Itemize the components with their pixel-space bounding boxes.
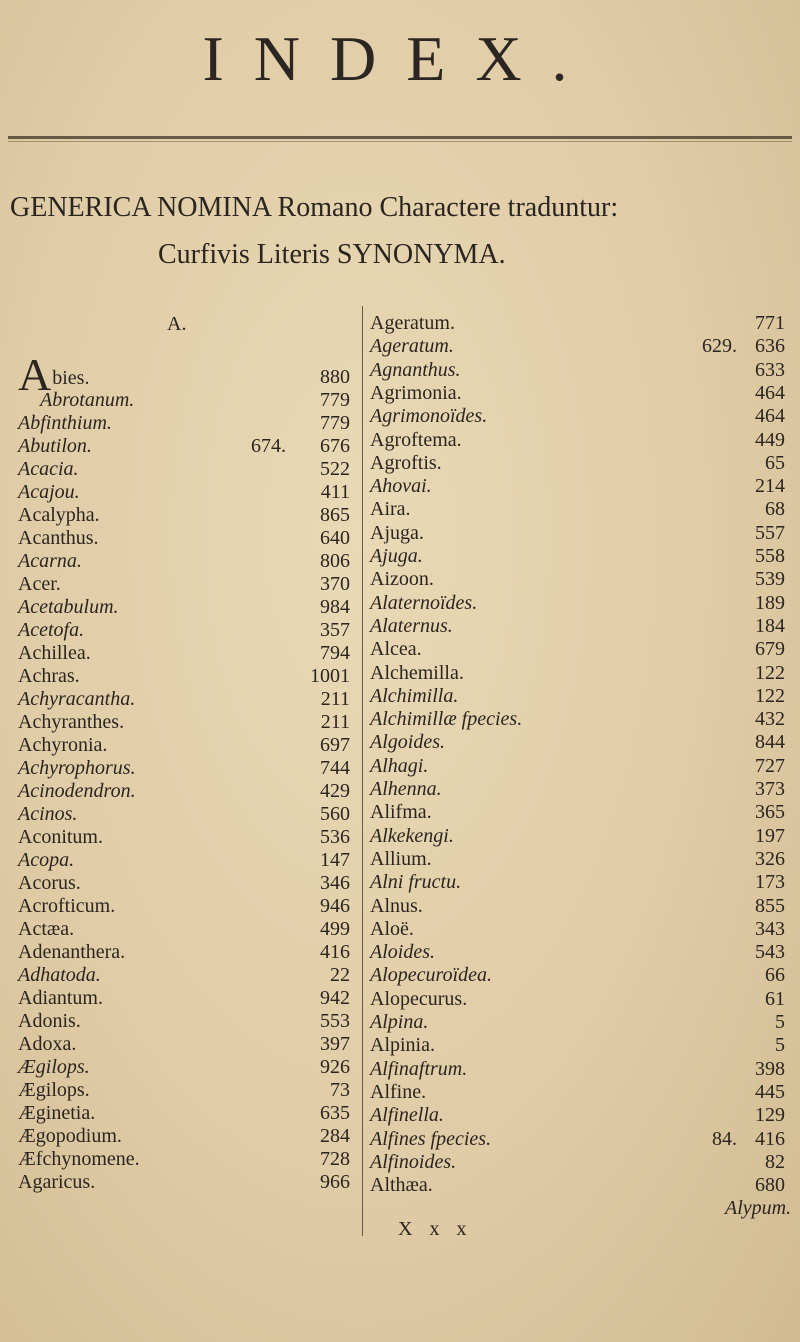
entry-term: Acetabulum. xyxy=(18,596,119,618)
entry-term: Acanthus. xyxy=(18,527,99,549)
index-entry xyxy=(18,918,358,941)
index-entry xyxy=(18,596,358,619)
entry-page-number: 122 xyxy=(755,661,785,684)
subtitle-line-2: Curfivis Literis SYNONYMA. xyxy=(158,239,506,270)
index-entry xyxy=(370,615,795,638)
entry-term: Alfinoides. xyxy=(370,1150,457,1173)
entry-page-prefix: 84. xyxy=(712,1127,737,1150)
entry-page-number: 411 xyxy=(320,481,350,503)
entry-page-number: 676 xyxy=(320,435,350,457)
entry-term: Agnanthus. xyxy=(370,358,461,381)
index-entry xyxy=(370,1128,795,1151)
entry-page-number: 926 xyxy=(320,1056,350,1078)
index-entry xyxy=(18,642,358,665)
entry-page-number: 640 xyxy=(320,527,350,549)
entry-term: Adhatoda. xyxy=(18,964,101,986)
entry-term: Achras. xyxy=(18,665,80,687)
index-entry xyxy=(370,312,795,335)
index-entry xyxy=(370,685,795,708)
entry-term: Achyronia. xyxy=(18,734,108,756)
index-entry xyxy=(18,1056,358,1079)
entry-page-number: 464 xyxy=(755,381,785,404)
index-entry xyxy=(370,475,795,498)
entry-page-number: 806 xyxy=(320,550,350,572)
index-entry xyxy=(18,895,358,918)
entry-page-number: 68 xyxy=(765,498,785,521)
entry-term: Achyracantha. xyxy=(18,688,136,710)
index-entry xyxy=(370,731,795,754)
index-entry xyxy=(370,429,795,452)
entry-page-number: 122 xyxy=(755,684,785,707)
entry-page-number: 553 xyxy=(320,1010,350,1032)
entry-term: Agroftema. xyxy=(370,428,462,451)
entry-term: Acinos. xyxy=(18,803,78,825)
entry-page-number: 636 xyxy=(755,335,785,358)
entry-page-number: 942 xyxy=(320,987,350,1009)
index-entry xyxy=(18,573,358,596)
entry-term: Alpina. xyxy=(370,1011,429,1033)
entry-page-number: 189 xyxy=(755,591,785,614)
entry-page-number: 65 xyxy=(765,451,785,474)
entry-page-number: 558 xyxy=(755,545,785,567)
index-entry xyxy=(18,389,358,412)
index-entry xyxy=(18,941,358,964)
entry-page-number: 22 xyxy=(330,964,350,986)
title-rule-thin xyxy=(8,141,792,142)
index-entry xyxy=(18,872,358,895)
entry-page-number: 536 xyxy=(320,826,350,848)
entry-term: Aizoon. xyxy=(370,568,434,591)
entry-page-number: 326 xyxy=(755,847,785,870)
entry-term: Alnus. xyxy=(370,894,423,917)
entry-page-number: 5 xyxy=(775,1011,785,1033)
entry-term: Alchimillæ fpecies. xyxy=(370,708,523,731)
index-entry xyxy=(18,826,358,849)
entry-page-number: 779 xyxy=(320,412,350,434)
entry-term: Æfchynomene. xyxy=(18,1148,140,1170)
entry-term: Achyranthes. xyxy=(18,711,125,733)
entry-page-number: 173 xyxy=(755,871,785,894)
title-rule xyxy=(8,136,792,139)
entry-term: Alopecurus. xyxy=(370,987,468,1010)
entry-term: Acajou. xyxy=(18,481,80,503)
entry-page-number: 197 xyxy=(755,824,785,847)
entry-page-number: 543 xyxy=(755,941,785,964)
index-entry xyxy=(18,803,358,826)
index-entry xyxy=(370,592,795,615)
index-entry xyxy=(370,452,795,475)
entry-term: Abutilon. xyxy=(18,435,92,457)
entry-term-text: bies. xyxy=(52,367,90,389)
index-entry xyxy=(370,848,795,871)
entry-page-number: 794 xyxy=(320,642,350,664)
index-entry xyxy=(18,481,358,504)
entry-page-number: 82 xyxy=(765,1150,785,1173)
index-entry xyxy=(18,1171,358,1194)
entry-term: Alfinaftrum. xyxy=(370,1057,468,1080)
entry-term: Achillea. xyxy=(18,642,91,664)
index-entry xyxy=(370,1081,795,1104)
entry-term: Acacia. xyxy=(18,458,79,480)
index-entry xyxy=(18,1010,358,1033)
entry-page-number: 744 xyxy=(320,757,350,779)
entry-page-number: 499 xyxy=(320,918,350,940)
entry-page-number: 966 xyxy=(320,1171,350,1193)
entry-term: Ageratum. xyxy=(370,312,455,334)
entry-page-number: 539 xyxy=(755,568,785,591)
entry-page-number: 398 xyxy=(755,1057,785,1080)
entry-term: Agroftis. xyxy=(370,451,442,474)
index-entry xyxy=(18,711,358,734)
entry-term: Alchemilla. xyxy=(370,661,464,684)
entry-page-number: 397 xyxy=(320,1033,350,1055)
entry-page-number: 147 xyxy=(320,849,350,871)
index-entry xyxy=(370,545,795,568)
index-entry xyxy=(370,941,795,964)
entry-page-number: 697 xyxy=(320,734,350,756)
entry-term: Achyrophorus. xyxy=(18,757,136,779)
column-divider xyxy=(362,306,363,1236)
entry-term: Ægilops. xyxy=(18,1056,90,1078)
entry-page-number: 771 xyxy=(755,312,785,334)
index-entry xyxy=(18,688,358,711)
entry-term: Alni fructu. xyxy=(370,871,462,894)
entry-page-number: 211 xyxy=(320,711,350,733)
entry-page-number: 346 xyxy=(320,872,350,894)
entry-term: Ægilops. xyxy=(18,1079,90,1101)
entry-page-number: 844 xyxy=(755,731,785,754)
index-entry xyxy=(18,1148,358,1171)
index-entry xyxy=(370,1058,795,1081)
entry-page-number: 779 xyxy=(320,389,350,411)
entry-page-number: 429 xyxy=(320,780,350,802)
entry-term: Acrofticum. xyxy=(18,895,116,917)
index-entry xyxy=(18,1125,358,1148)
entry-page-number: 211 xyxy=(320,688,350,710)
entry-term: Alopecuroïdea. xyxy=(370,964,493,987)
entry-term: Acer. xyxy=(18,573,61,595)
entry-term: Ahovai. xyxy=(370,475,432,498)
entry-term: Aconitum. xyxy=(18,826,103,848)
index-entry xyxy=(18,527,358,550)
entry-term: Alchimilla. xyxy=(370,684,459,707)
entry-page-number: 865 xyxy=(320,504,350,526)
entry-term: Algoides. xyxy=(370,731,445,754)
entry-page-number: 680 xyxy=(755,1174,785,1197)
index-entry xyxy=(18,757,358,780)
entry-page-number: 66 xyxy=(765,964,785,987)
entry-page-number: 560 xyxy=(320,803,350,825)
index-entry xyxy=(18,780,358,803)
entry-term: Ægopodium. xyxy=(18,1125,122,1147)
entry-term: Ajuga. xyxy=(370,545,423,567)
entry-page-number: 365 xyxy=(755,801,785,824)
index-entry xyxy=(370,708,795,731)
entry-term: Adoxa. xyxy=(18,1033,77,1055)
entry-page-number: 129 xyxy=(755,1104,785,1127)
index-entry xyxy=(370,335,795,358)
entry-page-number: 679 xyxy=(755,638,785,661)
entry-page-number: 416 xyxy=(755,1127,785,1150)
index-entry xyxy=(370,1034,795,1057)
index-entry xyxy=(18,412,358,435)
entry-term: Abrotanum. xyxy=(40,389,135,411)
entry-term: Acarna. xyxy=(18,550,82,572)
entry-term: Abfinthium. xyxy=(18,412,112,434)
entry-term: Alhenna. xyxy=(370,778,442,800)
entry-term: Alifma. xyxy=(370,801,432,824)
entry-page-number: 946 xyxy=(320,895,350,917)
entry-term: Adiantum. xyxy=(18,987,103,1009)
entry-page-prefix: 674. xyxy=(251,435,286,457)
index-entry xyxy=(18,619,358,642)
entry-page-number: 284 xyxy=(320,1125,350,1147)
entry-term: Adonis. xyxy=(18,1010,81,1032)
entry-term: Agaricus. xyxy=(18,1171,96,1193)
page-title: INDEX. xyxy=(202,23,598,94)
entry-term: Althæa. xyxy=(370,1174,433,1197)
entry-term: Alfines fpecies. xyxy=(370,1127,492,1150)
index-entry xyxy=(18,504,358,527)
entry-page-number: 522 xyxy=(320,458,350,480)
entry-page-number: 635 xyxy=(320,1102,350,1124)
index-entry xyxy=(370,918,795,941)
index-entry xyxy=(370,1011,795,1034)
entry-page-number: 61 xyxy=(765,987,785,1010)
entry-page-number: 633 xyxy=(755,358,785,381)
index-entry xyxy=(370,405,795,428)
entry-term: Alaternus. xyxy=(370,614,453,637)
index-entry xyxy=(18,458,358,481)
entry-term: Alaternoïdes. xyxy=(370,591,478,614)
entry-term: Æginetia. xyxy=(18,1102,96,1124)
index-entry xyxy=(18,987,358,1010)
entry-term: Allium. xyxy=(370,847,432,870)
index-entry xyxy=(370,568,795,591)
index-entry xyxy=(18,435,358,458)
entry-term: Alfine. xyxy=(370,1080,427,1103)
index-entry xyxy=(370,778,795,801)
index-entry xyxy=(18,964,358,987)
index-entry xyxy=(370,964,795,987)
entry-page-number: 1001 xyxy=(310,665,350,687)
entry-term: Alcea. xyxy=(370,638,422,661)
entry-term: Acinodendron. xyxy=(18,780,136,802)
index-entry xyxy=(370,1151,795,1174)
entry-term: Aira. xyxy=(370,498,411,521)
entry-term: Alpinia. xyxy=(370,1034,435,1057)
entry-page-prefix: 629. xyxy=(702,335,737,358)
index-entry xyxy=(370,498,795,521)
entry-term: Agrimonia. xyxy=(370,381,462,404)
index-entry xyxy=(18,665,358,688)
entry-page-number: 370 xyxy=(320,573,350,595)
entry-page-number: 449 xyxy=(755,428,785,451)
index-entry xyxy=(370,638,795,661)
entry-page-number: 557 xyxy=(755,521,785,544)
subtitle-line-1: GENERICA NOMINA Romano Charactere traduntur: xyxy=(10,192,619,223)
entry-term: Ajuga. xyxy=(370,521,424,544)
signature-mark: X x x xyxy=(398,1218,473,1240)
entry-page-number: 357 xyxy=(320,619,350,641)
index-entry xyxy=(370,755,795,778)
section-letter: A. xyxy=(167,313,187,335)
entry-page-number: 343 xyxy=(755,917,785,940)
entry-page-number: 214 xyxy=(755,475,785,498)
entry-term: Aloides. xyxy=(370,941,435,964)
index-entry xyxy=(18,849,358,872)
index-entry xyxy=(18,550,358,573)
index-entry xyxy=(18,734,358,757)
index-entry xyxy=(18,1033,358,1056)
entry-term: Actæa. xyxy=(18,918,75,940)
entry-term: Acorus. xyxy=(18,872,81,894)
entry-term: Acalypha. xyxy=(18,504,100,526)
entry-page-number: 373 xyxy=(755,778,785,800)
index-entry xyxy=(370,825,795,848)
entry-page-number: 728 xyxy=(320,1148,350,1170)
index-entry xyxy=(370,1197,795,1220)
entry-term: Alhagi. xyxy=(370,754,429,777)
index-entry xyxy=(370,988,795,1011)
entry-term: Alkekengi. xyxy=(370,824,454,847)
entry-page-number: 855 xyxy=(755,894,785,917)
entry-term: Ageratum. xyxy=(370,335,454,358)
index-entry xyxy=(370,1174,795,1197)
entry-page-number: 432 xyxy=(755,708,785,731)
entry-term: Aloë. xyxy=(370,917,414,940)
entry-term: Acetofa. xyxy=(18,619,85,641)
entry-term: Alypum. xyxy=(725,1197,792,1220)
entry-page-number: 464 xyxy=(755,405,785,428)
index-entry xyxy=(370,522,795,545)
entry-term: Acopa. xyxy=(18,849,75,871)
index-entry xyxy=(370,1104,795,1127)
entry-term: Alfinella. xyxy=(370,1104,444,1127)
index-entry xyxy=(370,801,795,824)
index-entry xyxy=(370,895,795,918)
index-entry xyxy=(370,359,795,382)
entry-page-number: 880 xyxy=(320,366,350,388)
index-entry xyxy=(370,662,795,685)
index-entry xyxy=(18,1079,358,1102)
entry-page-number: 184 xyxy=(755,614,785,637)
entry-page-number: 73 xyxy=(330,1079,350,1101)
index-entry xyxy=(18,1102,358,1125)
entry-page-number: 5 xyxy=(775,1034,785,1057)
entry-page-number: 445 xyxy=(755,1080,785,1103)
index-entry xyxy=(370,871,795,894)
index-entry xyxy=(370,382,795,405)
entry-page-number: 416 xyxy=(320,941,350,963)
drop-cap: A xyxy=(18,349,52,400)
entry-page-number: 984 xyxy=(320,596,350,618)
entry-page-number: 727 xyxy=(755,754,785,777)
entry-term: Agrimonoïdes. xyxy=(370,405,488,428)
entry-term: Adenanthera. xyxy=(18,941,126,963)
